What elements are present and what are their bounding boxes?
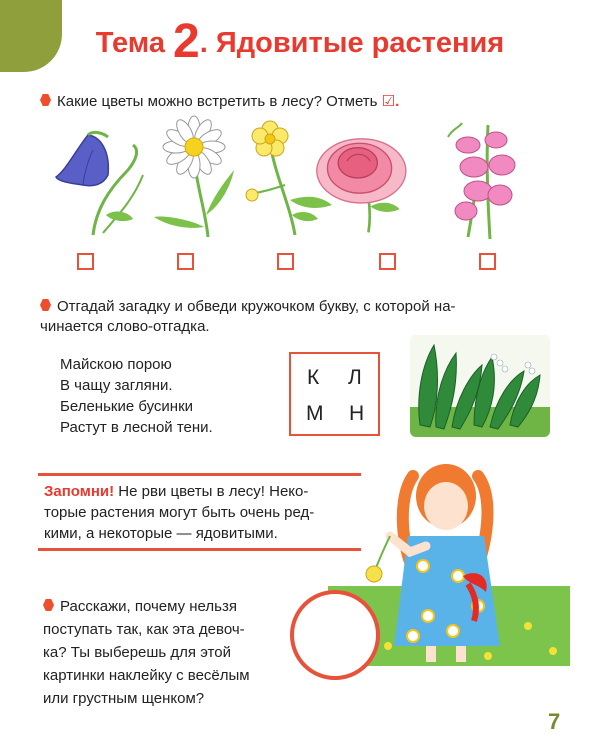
bellflower-image: [48, 115, 146, 241]
sticker-placeholder-circle[interactable]: [290, 590, 380, 680]
theme-number: 2: [173, 15, 200, 68]
checkbox-daisy[interactable]: [177, 253, 194, 270]
bullet-icon: [40, 299, 51, 311]
letter-k[interactable]: К: [307, 366, 320, 389]
remember-bottom-line: [38, 548, 361, 551]
checkbox-gladiolus[interactable]: [479, 253, 496, 270]
checkmark-icon: ☑.: [381, 93, 400, 110]
remember-top-line: [38, 473, 361, 476]
gladiolus-image: [438, 115, 536, 241]
letter-l[interactable]: Л: [348, 366, 362, 389]
riddle-poem: Майскою порою В чащу загляни. Беленькие бусинки Растут в лесной тени.: [60, 356, 213, 436]
daisy-image: [146, 115, 244, 241]
remember-label: Запомни!: [44, 483, 115, 500]
task2-instruction: Отгадай загадку и обведи кружочком букву, с которой на- чинается слово-отгадка.: [40, 298, 456, 335]
letter-m[interactable]: М: [306, 402, 324, 425]
lily-of-the-valley-image: [410, 335, 550, 437]
title-prefix: Тема: [95, 27, 165, 59]
task3-question: Расскажи, почему нельзя поступать так, как эта девоч- ка? Ты выберешь для этой картинки наклейку с весёлым или грустным щенком?: [43, 598, 250, 707]
page-title: [0, 14, 600, 69]
letter-n[interactable]: Н: [349, 402, 365, 425]
rose-image: [315, 115, 413, 241]
page-number: 7: [548, 709, 561, 734]
letter-grid: [289, 352, 380, 436]
task1-question: Какие цветы можно встретить в лесу? Отметь ☑.: [40, 92, 399, 112]
checkbox-buttercup[interactable]: [277, 253, 294, 270]
remember-box: Запомни! Не рви цветы в лесу! Неко- торые растения могут быть очень ред- кими, а некоторые — ядовитыми.: [44, 483, 315, 542]
title-rest: . Ядовитые растения: [199, 27, 505, 59]
checkbox-bellflower[interactable]: [77, 253, 94, 270]
bullet-icon: [43, 599, 54, 611]
checkbox-rose[interactable]: [379, 253, 396, 270]
bullet-icon: [40, 94, 51, 106]
